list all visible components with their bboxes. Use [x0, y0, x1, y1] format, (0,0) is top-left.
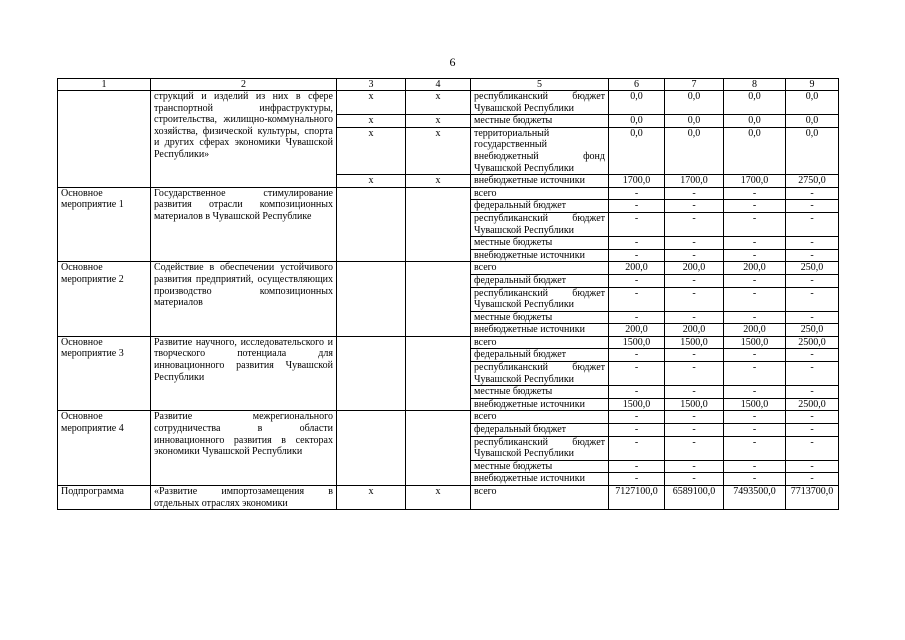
amount-cell: 7713700,0	[786, 486, 839, 510]
amount-cell: -	[665, 212, 724, 236]
funding-source: республиканский бюджет Чувашской Республики	[471, 287, 609, 311]
col3-cell	[337, 411, 406, 486]
amount-cell: -	[665, 411, 724, 424]
amount-cell: -	[786, 187, 839, 200]
funding-source: всего	[471, 336, 609, 349]
funding-source: местные бюджеты	[471, 115, 609, 128]
amount-cell: -	[786, 411, 839, 424]
amount-cell: 0,0	[724, 115, 786, 128]
amount-cell: 0,0	[609, 127, 665, 174]
amount-cell: 0,0	[665, 91, 724, 115]
measure-description: Развитие межрегионального сотрудничества в области инновационного развития в секторах экономики Чувашской Республики	[151, 411, 337, 486]
amount-cell: -	[665, 200, 724, 213]
col3-cell	[337, 187, 406, 262]
amount-cell: -	[724, 411, 786, 424]
funding-source: местные бюджеты	[471, 386, 609, 399]
amount-cell: -	[724, 200, 786, 213]
amount-cell: -	[724, 386, 786, 399]
measure-name: Основное мероприятие 2	[58, 262, 151, 337]
amount-cell: 200,0	[724, 262, 786, 275]
amount-cell: -	[665, 386, 724, 399]
amount-cell: -	[724, 436, 786, 460]
measure-name: Основное мероприятие 3	[58, 336, 151, 411]
header-cell: 2	[151, 79, 337, 91]
amount-cell: 7493500,0	[724, 486, 786, 510]
amount-cell: -	[786, 274, 839, 287]
header-cell: 8	[724, 79, 786, 91]
funding-source: местные бюджеты	[471, 460, 609, 473]
subprogram-name: Подпрограмма	[58, 486, 151, 510]
amount-cell: 0,0	[665, 115, 724, 128]
amount-cell: 2500,0	[786, 398, 839, 411]
header-cell: 1	[58, 79, 151, 91]
col4-cell: x	[406, 115, 471, 128]
amount-cell: 1700,0	[665, 175, 724, 188]
col3-cell: x	[337, 486, 406, 510]
table-row	[58, 411, 839, 424]
amount-cell: -	[724, 287, 786, 311]
amount-cell: 1700,0	[724, 175, 786, 188]
amount-cell: 2500,0	[786, 336, 839, 349]
amount-cell: -	[724, 212, 786, 236]
amount-cell: 2750,0	[786, 175, 839, 188]
amount-cell: 0,0	[786, 127, 839, 174]
amount-cell: -	[724, 460, 786, 473]
funding-source: республиканский бюджет Чувашской Республики	[471, 362, 609, 386]
header-cell: 7	[665, 79, 724, 91]
amount-cell: -	[609, 237, 665, 250]
header-cell: 6	[609, 79, 665, 91]
funding-source: всего	[471, 187, 609, 200]
funding-source: внебюджетные источники	[471, 175, 609, 188]
amount-cell: 200,0	[665, 324, 724, 337]
measure-name-cell	[58, 91, 151, 188]
amount-cell: -	[609, 200, 665, 213]
amount-cell: -	[665, 349, 724, 362]
measure-description: Содействие в обеспечении устойчивого развития предприятий, осуществляющих производство композиционных материалов	[151, 262, 337, 337]
amount-cell: 1500,0	[665, 398, 724, 411]
amount-cell: -	[665, 249, 724, 262]
amount-cell: -	[609, 274, 665, 287]
amount-cell: 0,0	[786, 115, 839, 128]
amount-cell: 0,0	[724, 91, 786, 115]
funding-source: внебюджетные источники	[471, 249, 609, 262]
amount-cell: 200,0	[665, 262, 724, 275]
subprogram-row	[58, 486, 839, 510]
funding-source: внебюджетные источники	[471, 324, 609, 337]
amount-cell: 250,0	[786, 324, 839, 337]
amount-cell: -	[609, 362, 665, 386]
page-number: 6	[449, 55, 456, 69]
amount-cell: -	[786, 212, 839, 236]
funding-source: республиканский бюджет Чувашской Республики	[471, 212, 609, 236]
table-header-row	[58, 79, 839, 91]
amount-cell: -	[786, 436, 839, 460]
funding-source: всего	[471, 411, 609, 424]
amount-cell: -	[609, 212, 665, 236]
subprogram-description: «Развитие импортозамещения в отдельных отраслях экономики	[151, 486, 337, 510]
table-row	[58, 336, 839, 349]
amount-cell: -	[609, 460, 665, 473]
amount-cell: -	[786, 237, 839, 250]
amount-cell: 200,0	[724, 324, 786, 337]
amount-cell: -	[665, 311, 724, 324]
measure-description: Развитие научного, исследовательского и творческого потенциала для инновационного развития Чувашской Республики	[151, 336, 337, 411]
funding-source: федеральный бюджет	[471, 349, 609, 362]
amount-cell: -	[665, 473, 724, 486]
header-cell: 3	[337, 79, 406, 91]
amount-cell: -	[665, 362, 724, 386]
amount-cell: -	[609, 249, 665, 262]
amount-cell: -	[609, 436, 665, 460]
funding-source: местные бюджеты	[471, 311, 609, 324]
amount-cell: 6589100,0	[665, 486, 724, 510]
amount-cell: 1500,0	[665, 336, 724, 349]
amount-cell: 0,0	[786, 91, 839, 115]
amount-cell: -	[786, 362, 839, 386]
table-row	[58, 91, 839, 115]
amount-cell: 200,0	[609, 324, 665, 337]
col4-cell	[406, 262, 471, 337]
amount-cell: -	[724, 311, 786, 324]
amount-cell: -	[786, 349, 839, 362]
amount-cell: -	[609, 349, 665, 362]
amount-cell: -	[609, 411, 665, 424]
col4-cell: x	[406, 91, 471, 115]
amount-cell: 1700,0	[609, 175, 665, 188]
funding-source: внебюджетные источники	[471, 473, 609, 486]
amount-cell: -	[609, 287, 665, 311]
amount-cell: -	[609, 473, 665, 486]
funding-source: местные бюджеты	[471, 237, 609, 250]
amount-cell: -	[786, 249, 839, 262]
measure-description: Государственное стимулирование развития отрасли композиционных материалов в Чувашской Республике	[151, 187, 337, 262]
header-cell: 4	[406, 79, 471, 91]
table-row	[58, 262, 839, 275]
measure-name: Основное мероприятие 4	[58, 411, 151, 486]
amount-cell: -	[665, 460, 724, 473]
amount-cell: -	[724, 274, 786, 287]
col3-cell: x	[337, 91, 406, 115]
amount-cell: -	[786, 460, 839, 473]
amount-cell: -	[786, 473, 839, 486]
funding-source: внебюджетные источники	[471, 398, 609, 411]
amount-cell: -	[609, 187, 665, 200]
amount-cell: 1500,0	[724, 398, 786, 411]
amount-cell: -	[724, 473, 786, 486]
col4-cell: x	[406, 127, 471, 174]
amount-cell: 1500,0	[724, 336, 786, 349]
header-cell: 9	[786, 79, 839, 91]
amount-cell: -	[665, 187, 724, 200]
table-row	[58, 187, 839, 200]
col3-cell: x	[337, 127, 406, 174]
col3-cell: x	[337, 175, 406, 188]
funding-source: всего	[471, 262, 609, 275]
measure-description: струкций и изделий из них в сфере транспортной инфраструктуры, строительства, жилищно-коммунального хозяйства, физической культуры, спорта и других сферах экономики Чувашской Республики»	[151, 91, 337, 188]
amount-cell: -	[724, 424, 786, 437]
funding-source: федеральный бюджет	[471, 424, 609, 437]
funding-source: федеральный бюджет	[471, 200, 609, 213]
funding-source: республиканский бюджет Чувашской Республики	[471, 91, 609, 115]
amount-cell: 1500,0	[609, 336, 665, 349]
amount-cell: -	[665, 274, 724, 287]
amount-cell: 0,0	[609, 115, 665, 128]
header-cell: 5	[471, 79, 609, 91]
funding-source: федеральный бюджет	[471, 274, 609, 287]
col3-cell	[337, 336, 406, 411]
amount-cell: -	[724, 249, 786, 262]
amount-cell: 0,0	[724, 127, 786, 174]
amount-cell: -	[609, 311, 665, 324]
amount-cell: -	[724, 187, 786, 200]
amount-cell: -	[724, 237, 786, 250]
amount-cell: 250,0	[786, 262, 839, 275]
amount-cell: -	[665, 237, 724, 250]
col3-cell	[337, 262, 406, 337]
col4-cell	[406, 411, 471, 486]
col3-cell: x	[337, 115, 406, 128]
amount-cell: -	[724, 362, 786, 386]
amount-cell: 200,0	[609, 262, 665, 275]
amount-cell: 0,0	[665, 127, 724, 174]
amount-cell: -	[665, 287, 724, 311]
funding-source: республиканский бюджет Чувашской Республики	[471, 436, 609, 460]
measure-name: Основное мероприятие 1	[58, 187, 151, 262]
budget-table	[57, 78, 839, 510]
amount-cell: -	[786, 311, 839, 324]
amount-cell: -	[665, 436, 724, 460]
amount-cell: -	[786, 386, 839, 399]
amount-cell: -	[786, 287, 839, 311]
amount-cell: 1500,0	[609, 398, 665, 411]
col4-cell	[406, 336, 471, 411]
amount-cell: -	[665, 424, 724, 437]
amount-cell: -	[609, 424, 665, 437]
amount-cell: -	[609, 386, 665, 399]
amount-cell: -	[724, 349, 786, 362]
funding-source: всего	[471, 486, 609, 510]
amount-cell: 7127100,0	[609, 486, 665, 510]
funding-source: территориальный государственный внебюджетный фонд Чувашской Республики	[471, 127, 609, 174]
amount-cell: -	[786, 200, 839, 213]
col4-cell	[406, 187, 471, 262]
amount-cell: -	[786, 424, 839, 437]
col4-cell: x	[406, 175, 471, 188]
col4-cell: x	[406, 486, 471, 510]
amount-cell: 0,0	[609, 91, 665, 115]
